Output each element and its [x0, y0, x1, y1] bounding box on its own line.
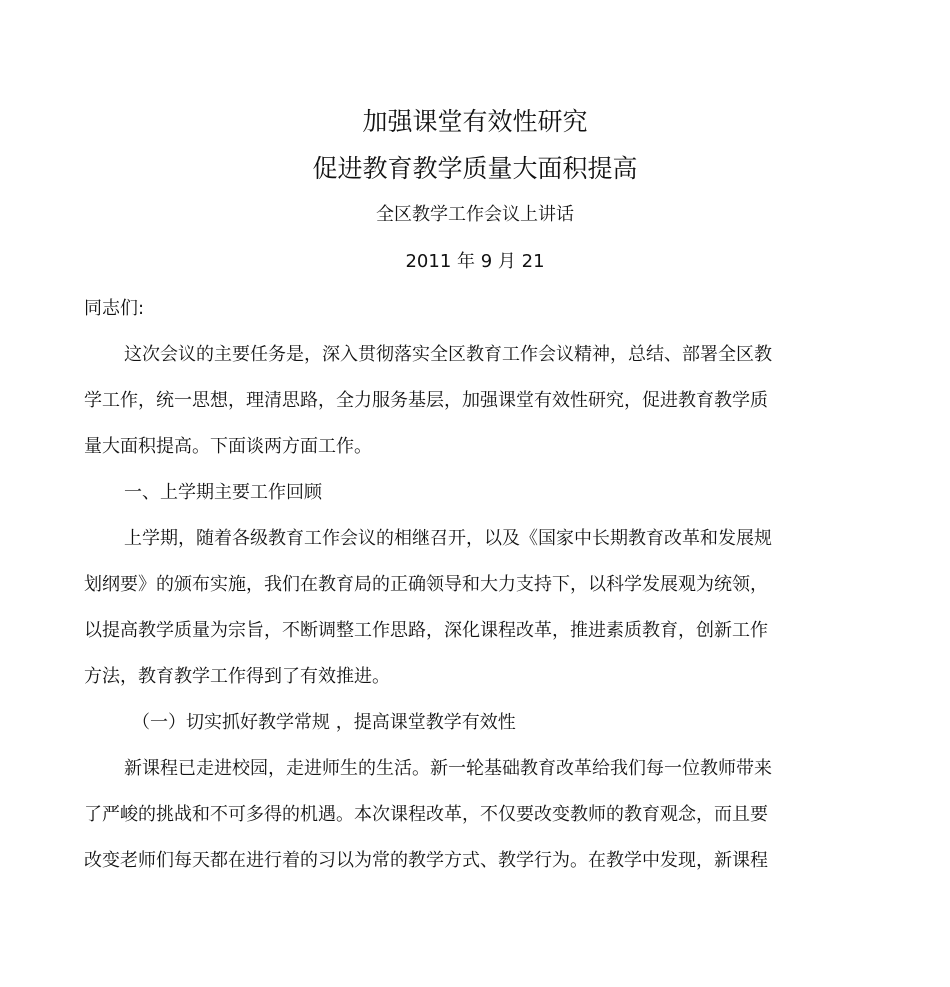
title-line-2: 促进教育教学质量大面积提高 [312, 154, 638, 183]
body-line: 划纲要》的颁布实施，我们在教育局的正确领导和大力支持下，以科学发展观为统领， [84, 574, 768, 595]
subsection-heading: （一）切实抓好教学常规 ，提高课堂教学有效性 [132, 712, 516, 733]
title-line-1: 加强课堂有效性研究 [362, 107, 588, 136]
body-line: 新课程已走进校园，走进师生的生活。新一轮基础教育改革给我们每一位教师带来 [124, 758, 772, 779]
salutation: 同志们: [84, 298, 145, 319]
body-line: 了严峻的挑战和不可多得的机遇。本次课程改革，不仅要改变教师的教育观念，而且要 [84, 804, 768, 825]
body-line: 方法，教育教学工作得到了有效推进。 [84, 666, 390, 687]
body-line: 以提高教学质量为宗旨，不断调整工作思路，深化课程改革，推进素质教育，创新工作 [84, 620, 768, 641]
body-line: 上学期，随着各级教育工作会议的相继召开，以及《国家中长期教育改革和发展规 [124, 528, 772, 549]
body-line: 量大面积提高。下面谈两方面工作。 [84, 436, 372, 457]
body-line: 这次会议的主要任务是，深入贯彻落实全区教育工作会议精神，总结、部署全区教 [124, 344, 772, 365]
speech-date: 2011 年 9 月 21 [405, 251, 545, 272]
body-line: 改变老师们每天都在进行着的习以为常的教学方式、教学行为。在教学中发现，新课程 [84, 850, 768, 871]
section-heading: 一、上学期主要工作回顾 [124, 482, 322, 503]
subtitle: 全区教学工作会议上讲话 [376, 204, 574, 225]
body-line: 学工作，统一思想，理清思路，全力服务基层，加强课堂有效性研究，促进教育教学质 [84, 390, 768, 411]
